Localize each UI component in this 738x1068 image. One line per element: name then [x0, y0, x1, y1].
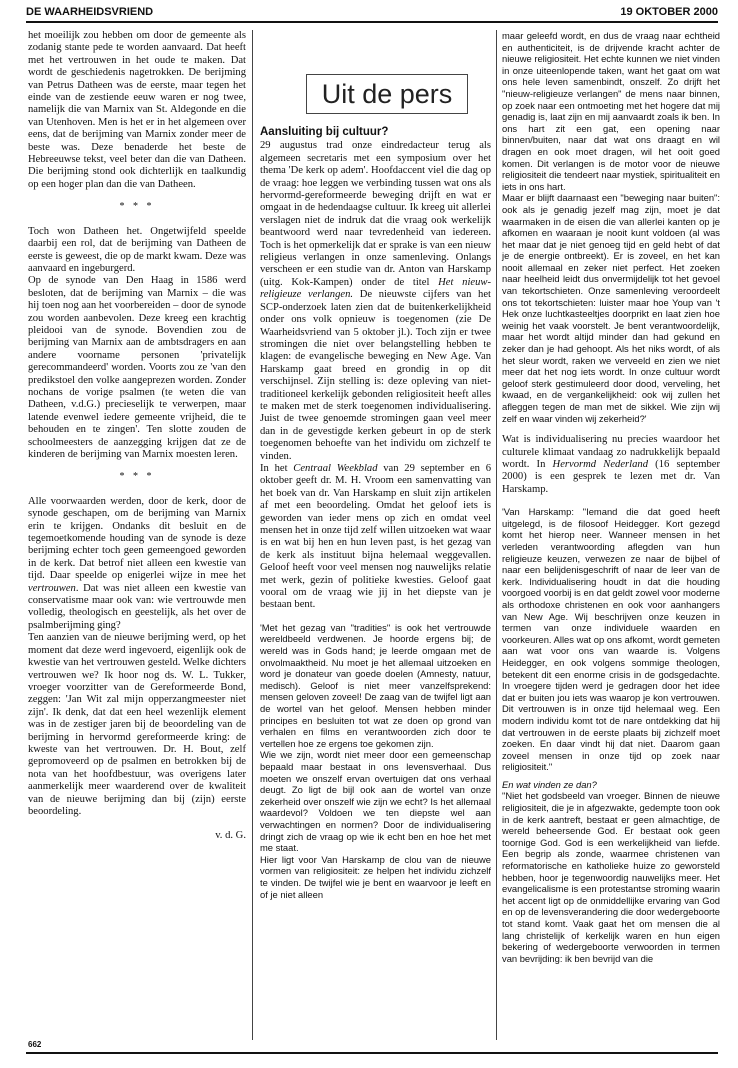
- paragraph: Toch won Datheen het. Ongetwijfeld speelde daarbij een rol, dat de berijming van Datheen de eerste is geweest, die op de markt kwam. Deze was aanvaard en ingeburgerd.: [28, 225, 246, 274]
- emphasis: vertrouwen: [28, 582, 76, 594]
- publication-title: Hervormd Nederland: [552, 459, 648, 470]
- author-signature: v. d. G.: [215, 830, 246, 842]
- publication-title: Centraal Weekblad: [293, 462, 378, 474]
- paragraph: In het Centraal Weekblad van 29 september en 6 oktober geeft dr. M. H. Vroom een samenvatting van het boek van dr. Van Harskamp en sluit zijn artikelen af met een beoordeling. Omdat het geloof iets is geworden van ieder mens op zich en omdat veel mensen het in onze tijd zelf willen uitzoeken wat waar is en wat bij hen en hun leven past, is het gezag van de kerk als instituut bijna helemaal weggevallen. Geloof heeft voor veel mensen nog nauwelijks relatie met werk, gezin of politieke kwesties. Geloof gaat vooral om de vraag wie jij in het diepste van je bestaan bent.: [260, 462, 491, 611]
- quote-paragraph: "Niet het godsbeeld van vroeger. Binnen de nieuwe religiositeit, die je in afgezwakte, gedempte toon ook in de kerk aantreft, bestaat er geen almachtige, de wereld beheersende God. Er bestaat ook geen toornige God. God is een werkelijkheid van liefde. Een begrip als zonde, waarmee christenen van reformatorische en katholieke huize zo geworsteld hebben, hoor je tegenwoordig nauwelijks meer. Het evangelicalisme is een protestantse stroming waarin het accent ligt op de onmiddellijke ervaring van God en op de levensverandering die door wedergeboorte tot stand komt. Vaak gaat het om mensen die al lang christelijk of kerkelijk waren en hun eigen bekering of wedergeboorte verwoorden in termen van bevrijding: ik ben bevrijd van die: [502, 790, 720, 964]
- paragraph: Op de synode van Den Haag in 1586 werd besloten, dat de berijming van Marnix – die was hij toen nog aan het voorbereiden – door de synode zou worden aanbevolen. Deze kreeg een krachtig pleidooi van de synode. Bovendien zou de berijming van Marnix aan de ambtsdragers en aan andere voorname personen 'privatelijk gerecommandeerd' worden. Voorts zou ze 'van den predikstoel den volke aangeprezen worden. Zonder nochans de vorige psalmen (te weten die van Datheen, v.d.G.) precieselijk te verwerpen, maar latende evenwel iedere gemeente vrijheid, die te behouden en te zingen'. Ten slotte zouden de schoolmeesters de aanzegging krijgen dat ze de kinderen de berijming van Marnix moesten leren.: [28, 275, 246, 460]
- page-number: 662: [28, 1040, 42, 1049]
- paragraph: 29 augustus trad onze eindredacteur terug als algemeen secretaris met een symposium over het thema 'De kerk op adem'. Hoofdaccent viel die dag op de vraag: hoe leggen we verbinding tussen wat ons als hervormd-gereformeerde beweging drijft en wat er omgaat in de hedendaagse cultuur. Ik kreeg uit allerlei verslagen niet de indruk dat die vraag ook werkelijk beantwoord werd naar tevredenheid van iedereen. Toch is het opmerkelijk dat er sprake is van een nieuw religieus verlangen in onze samenleving. Onlangs verscheen er een studie van dr. Anton van Harskamp (uitg. Kok-Kampen) onder de titel Het nieuw-religieuze verlangen. De nieuwste cijfers van het SCP-onderzoek laten zien dat de buitenkerkelijkheid onder ons volk opnieuw is toegenomen (zie De Waarheidsvriend van 5 oktober jl.). Toch zijn er twee stromingen die niet over belangstelling hebben te klagen: de evangelische beweging en New Age. Van Harskamp gaat breed en grondig in op dit verschijnsel. Zijn stelling is: deze opleving van niet-traditioneel kerkelijk gebonden religiositeit heeft alles te maken met de sterk toegenomen individualisering. Juist de twee genoemde stromingen gaan veel meer dan in de gevestigde kerken gebeurt in op de sterk toegenomen behoefte van het individu om zichzelf te vinden.: [260, 140, 491, 462]
- quote-paragraph: Hier ligt voor Van Harskamp de clou van de nieuwe vormen van religiositeit: ze helpen het individu zichzelf te vinden. De twijfel wie je bent en waarvoor je leeft en of je niet alleen: [260, 853, 491, 900]
- column-left: [28, 30, 246, 843]
- publication-name: DE WAARHEIDSVRIEND: [26, 6, 154, 18]
- paragraph: Alle voorwaarden werden, door de kerk, door de synode geschapen, om de berijming van Marnix erin te krijgen. Ondanks dit besluit en de tegemoetkomende houding van de synode is deze berijming echter toch geen gemeengoed geworden in de kerk. Dat betrof niet alleen een kwestie van tijd. Daar speelde op enigerlei wijze in mee het vertrouwen. Dat was niet alleen een kwestie van conservatisme maar ook van: wie vertrouwde men volledig, theologisch en geestelijk, als het over de psalmberijming ging?: [28, 495, 246, 631]
- paragraph: Ten aanzien van de nieuwe berijming werd, op het moment dat deze werd ingevoerd, eigenlijk ook de kwestie van het vertrouwen gesteld. Welke dichters vertrouwen we? Ik hoor nog ds. W. L. Tukker, vroeger voorzitter van de Gereformeerde Bond, zeggen: 'Jan Wit zal mijn opperzangmeester niet zijn'. Ik denk, dat dat een heel wezenlijk element was in de zestiger jaren bij de beoordeling van de berijming in hervormd gereformeerde kring: de kweste van het vertrouwen. Dr. H. Bout, zelf gepromoveerd op de psalmen en betrokken bij de nota van het hoofdbestuur, was overigens later aanmerkelijk meer waarderend over de kwaliteit van de nieuwe berijming dan bij (zijn) eerste beoordeling.: [28, 632, 246, 817]
- paragraph: Wat is individualisering nu precies waardoor het culturele klimaat vandaag zo nadrukkelijk bepaald wordt. In Hervormd Nederland (16 september 2000) is een gesprek te lezen met dr. Van Harskamp.: [502, 434, 721, 495]
- paragraph: het moeilijk zou hebben om door de gemeente als zodanig stante pede te worden aanvaard. Dat heeft met het vertrouwen in het oude te maken. Dat wordt de geschiedenis nagetrokken. De berijming van Petrus Datheen was de eerste, maar tegen het einde van de zestiende eeuw waren er nog twee, namelijk die van Marnix van St. Aldegonde en die van Utenhoven. Men is het er in het algemeen over eens, dat de berijming van Marnix zonder meer de beste was. Deze benaderde het beste de Hebreeuwse tekst, veel beter dan die van Datheen. Die berijming stond ook dichterlijk en taalkundig op een hoger plan dan die van Datheen.: [28, 30, 246, 190]
- column-divider: [252, 30, 253, 1040]
- quote-paragraph: Wie we zijn, wordt niet meer door een gemeenschap bepaald maar bestaat in ons levensverhaal. Dus moeten we onszelf ervan overtuigen dat ons verhaal deugt. Zo ligt de bijl ook aan de wortel van onze zekerheid over onszelf wie zijn we echt? Is het allemaal waardevol? Voldoen we ten diepste wel aan verwachtingen en normen? Door de individualisering dringt zich de vraag op wie ik echt ben en hoe het met me staat.: [260, 749, 491, 854]
- quote-subheading: En wat vinden ze dan?: [502, 778, 597, 790]
- quote-paragraph: maar geleefd wordt, en dus de vraag naar echtheid en authenticiteit, is de drijvende kracht achter de nieuwe religiositeit. Het echte kunnen we niet vinden in onze uiteenlopende taken, want het gaat om wat ons hele leven samenbindt, onszelf. Zo drijft het "nieuw-religieuze verlangen" de mens naar binnen, op zoek naar een ontmoeting met het hogere dat mij genadig is, laat zijn en mij aanvaardt zoals ik ben. In ons hart zit een gat, een opening naar binnen/buiten, naar dat wat ons draagt en wil dragen en ook moet dragen, wil het ooit goed komen. Dit verlangen is de motor voor de nieuwe religiositeit die tendeert naar mystiek, spiritualiteit en iets in ons hart.: [502, 30, 720, 192]
- quote-paragraph: Maar er blijft daarnaast een "beweging naar buiten": ook als je genadig jezelf mag zijn, moet je dat waarmaken in de eisen die van allerlei kanten op je afkomen en waaraan je nooit kunt voldoen (al was het maar dat je niet genoeg tijd en geld hebt of dat je de energie ontbreekt). Er is zoveel, en het kan nooit allemaal en zeker niet perfect. Het zoeken naar heelheid leidt dus onvermijdelijk tot het gevoel van tekortschieten. Onze samenleving veroordeelt ons tot tekortschieten: luister maar hoe Youp van 't Hek onze luchtkasteeltjes doorprikt en laat zien hoe weinig het vaak voorstelt. Je bent verantwoordelijk, maar het wordt altijd minder dan had gekund en zeker dan je had gehoopt. Als het niks wordt, of als het sleur wordt, raken we verveeld en zien we niet meer dat het nog iets wordt. In onze cultuur wordt geloof sterk gestimuleerd door dood, verveling, het kwaad, en de vergankelijkheid: ook wij zullen het afleggen tegen de man met de sikkel. Wie zijn wij zelf en waar vinden wij zekerheid?': [502, 192, 720, 424]
- footer-rule: [26, 1052, 718, 1054]
- column-right: [502, 30, 720, 964]
- column-middle: [260, 126, 491, 900]
- quote-paragraph: 'Met het gezag van "tradities" is ook het vertrouwde wereldbeeld verdwenen. Je hoorde ergens bij; de wereld was in Gods hand; je leerde omgaan met de onvolmaaktheid. Nu moet je het allemaal uitzoeken en word je donateur van goede doelen (Amnesty, natuur, medisch). Geloof is niet meer vanzelfsprekend: mensen geloven zoveel! De zaag van de twijfel ligt aan de wortel van het geloof. Mensen hebben minder principes en besluiten tot wat ze doen op grond van verhalen en films en verantwoorden zich door te vertellen hoe ze ergens toe gekomen zijn.: [260, 621, 491, 749]
- column-divider: [496, 30, 497, 1040]
- quote-paragraph: 'Van Harskamp: "Iemand die dat goed heeft uitgelegd, is de filosoof Heidegger. Kort gezegd komt het hierop neer. Wanneer mensen in het verleden verantwoording aflegden van hun religieuze keuzen, verwezen ze naar de bijbel of naar een belijdenisgeschrift of naar de leer van de kerk. Individualisering houdt in dat die houding voorgoed voorbij is en dat geldt zowel voor moderne als orthodoxe christenen en ook voor aanhangers van New Age. Wij beschrijven onze keuzen in termen van onze individuele waarden en voorkeuren. Alles wat op ons afkomt, wordt gemeten aan wat voor ons van waarde is. Volgens Heidegger, en ook volgens sommige theologen, betekent dit een enorme crisis in de godsgedachte. In vroegere tijden werd je gedragen door het idee dat er buiten jou iets was waarop je kon vertrouwen. Dit vertrouwen is in onze tijd helemaal weg. Een modern individu komt tot de nare ontdekking dat hij dat vertrouwen in de eerste plaats bij zichzelf moet zoeken. En daar vindt hij dat niet. Daarom gaan zoveel mensen in onze tijd op zoek naar religiositeit.": [502, 506, 720, 773]
- book-title: Het nieuw-religieuze verlangen.: [260, 276, 491, 301]
- header-rule: [26, 21, 718, 23]
- separator: * * *: [119, 471, 155, 483]
- section-title-box: Uit de pers: [306, 74, 468, 114]
- separator: * * *: [119, 201, 155, 213]
- page-header: [26, 6, 718, 22]
- issue-date: 19 OKTOBER 2000: [620, 6, 718, 18]
- article-subheading: Aansluiting bij cultuur?: [260, 126, 389, 138]
